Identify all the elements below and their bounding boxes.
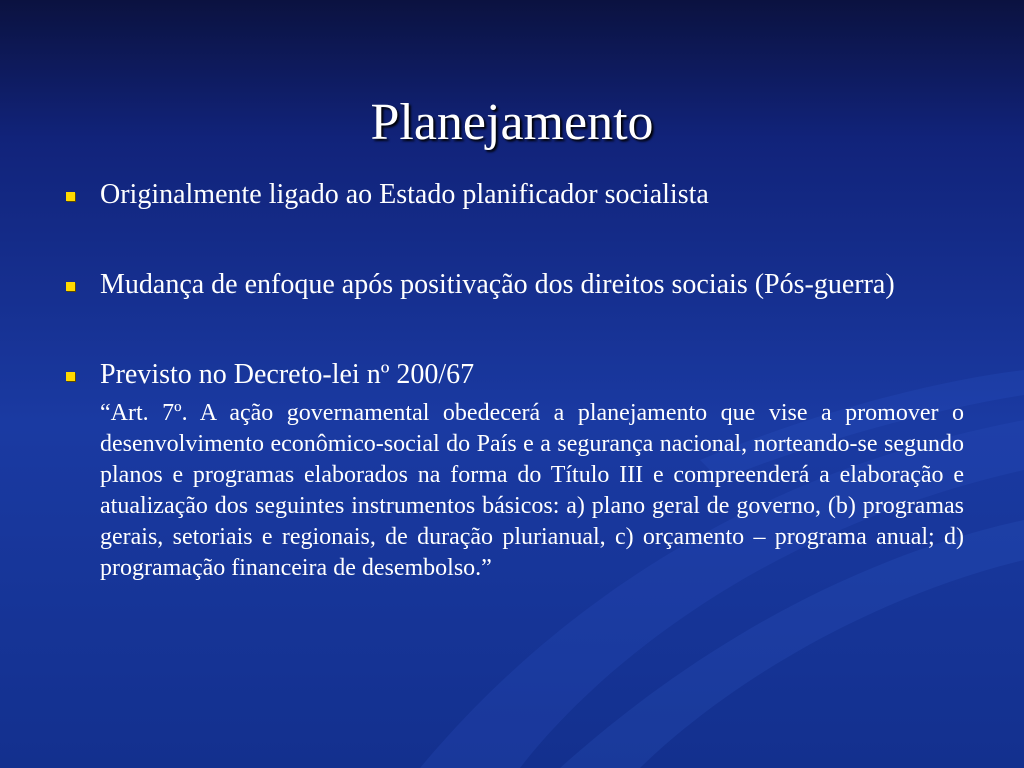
slide-title: Planejamento: [370, 94, 654, 151]
bullet-item: [60, 268, 964, 302]
square-bullet-icon: [66, 372, 75, 381]
square-bullet-icon: [66, 192, 75, 201]
square-bullet-icon: [66, 282, 75, 291]
bullet-text: Previsto no Decreto-lei nº 200/67: [100, 359, 475, 390]
bullet-item: [60, 178, 964, 212]
bullet-item: [60, 358, 964, 392]
bullet-text: Mudança de enfoque após positivação dos direitos sociais (Pós-guerra): [100, 269, 895, 300]
decree-quote: “Art. 7º. A ação governamental obedecerá a planejamento que vise a promover o desenvolvimento econômico-social do País e a segurança nacional, norteando-se segundo planos e programas elaborados na forma do Título III e compreenderá a elaboração e atualização dos seguintes instrumentos básicos: a) plano geral de governo, (b) programas gerais, setoriais e regionais, de duração plurianual, c) orçamento – programa anual; d) programação financeira de desembolso.”: [100, 400, 964, 581]
bullet-text: Originalmente ligado ao Estado planificador socialista: [100, 179, 709, 210]
slide-content: [60, 178, 964, 584]
